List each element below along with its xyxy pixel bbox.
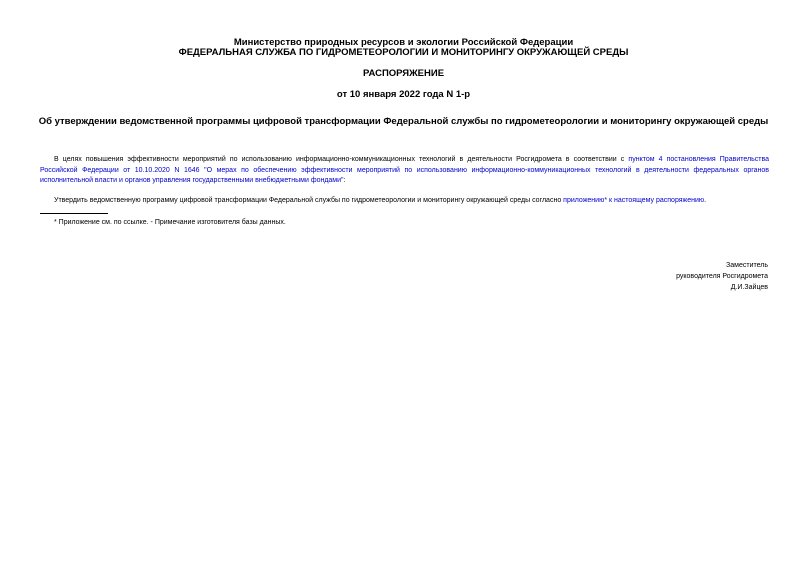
preamble-text: В целях повышения эффективности мероприятий по использованию информационно-коммуникационных технологий в деятельности Росгидромета в соответствии с bbox=[54, 156, 629, 163]
document-date-number: от 10 января 2022 года N 1-р bbox=[336, 89, 471, 100]
service-name: ФЕДЕРАЛЬНАЯ СЛУЖБА ПО ГИДРОМЕТЕОРОЛОГИИ И МОНИТОРИНГУ ОКРУЖАЮЩЕЙ СРЕДЫ bbox=[178, 47, 629, 58]
approve-text: Утвердить ведомственную программу цифровой трансформации Федеральной службы по гидрометеорологии и мониторингу окружающей среды согласно bbox=[54, 197, 564, 204]
approve-end: . bbox=[704, 197, 707, 204]
paragraph-approve bbox=[40, 196, 769, 207]
preamble-end: : bbox=[343, 177, 346, 184]
signature-organization: руководителя Росгидромета bbox=[676, 273, 768, 280]
footnote-text: * Приложение см. по ссылке. - Примечание изготовителя базы данных. bbox=[54, 219, 286, 226]
decree-link[interactable]: пунктом 4 постановления Правительства Российской Федерации от 10.10.2020 N 1646 "О мерах по обеспечению эффективности мероприятий по использованию информационно-коммуникационных технологий в деятельности федеральных органов исполнительной власти и органов управления государственными внебюджетными фондами" bbox=[40, 156, 769, 184]
document-type: РАСПОРЯЖЕНИЕ bbox=[362, 68, 445, 79]
paragraph-preamble bbox=[40, 155, 769, 187]
appendix-link[interactable]: приложению* к настоящему распоряжению bbox=[563, 197, 705, 204]
ministry-name: Министерство природных ресурсов и экологии Российской Федерации bbox=[233, 37, 574, 48]
footnote-divider bbox=[40, 213, 108, 214]
signature-position: Заместитель bbox=[726, 262, 768, 269]
signature-name: Д.И.Зайцев bbox=[730, 284, 768, 291]
signature-block bbox=[676, 260, 768, 293]
document-title: Об утверждении ведомственной программы цифровой трансформации Федеральной службы по гидрометеорологии и мониторингу окружающей среды bbox=[38, 116, 769, 127]
